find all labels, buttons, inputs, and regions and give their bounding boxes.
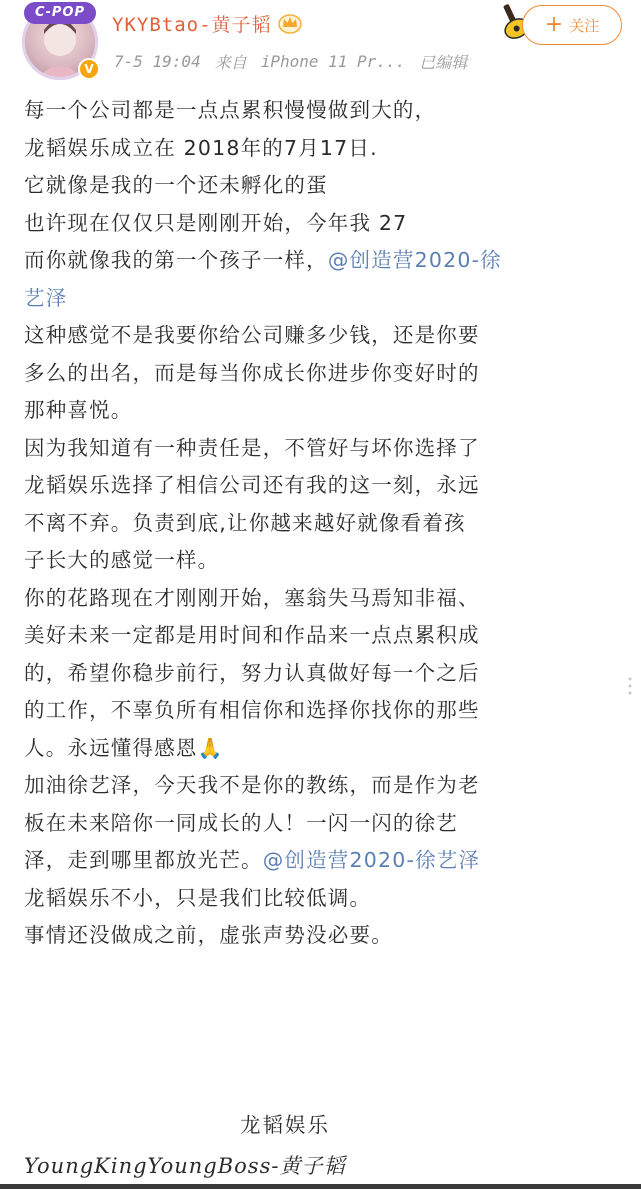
post-line-text: 加油徐艺泽，今天我不是你的教练，而是作为老 (24, 773, 480, 797)
post-line (24, 917, 624, 955)
post-line (24, 392, 624, 430)
post-line-text: 因为我知道有一种责任是，不管好与坏你选择了 (24, 435, 480, 460)
post-line (24, 580, 624, 618)
post-line-text: 每一个公司都是一点点累积慢慢做到大的， (24, 98, 437, 122)
username-row (112, 10, 302, 36)
post-line (24, 130, 624, 168)
post-line (24, 655, 624, 693)
post-line (24, 242, 624, 280)
post-line (24, 767, 624, 805)
post-line (24, 505, 624, 543)
follow-label: 关注 (569, 16, 600, 35)
post-line-text: 不离不弃。负责到底,让你越来越好就像看着孩 (24, 510, 466, 535)
post-line-text: 而你就像我的第一个孩子一样， (24, 248, 328, 272)
signature-name: YoungKingYoungBoss-黄子韬 (24, 1154, 346, 1178)
post-header (0, 0, 641, 88)
plus-icon: + (544, 12, 564, 37)
post-line (24, 467, 624, 505)
post-line-text: 它就像是我的一个还未孵化的蛋 (24, 173, 328, 197)
mention-link[interactable]: @创造营2020-徐艺泽 (262, 848, 481, 872)
post-body (24, 92, 624, 955)
post-line-text: 事情还没做成之前，虚张声势没必要。 (24, 923, 393, 947)
mention-link[interactable]: 艺泽 (24, 285, 68, 310)
post-line (24, 92, 624, 130)
post-timestamp: 7-5 19:04 (114, 52, 201, 71)
post-line-text: 龙韬娱乐成立在 2018年的7月17日. (24, 135, 378, 160)
avatar[interactable] (22, 4, 98, 80)
post-line (24, 542, 624, 580)
bottom-edge-bar (0, 1184, 641, 1189)
verified-badge: V (78, 58, 100, 80)
post-line-text: 的工作，不辜负所有相信你和选择你找你的那些 (24, 698, 480, 722)
post-line (24, 355, 624, 393)
post-line (24, 167, 624, 205)
post-line-text: 你的花路现在才刚刚开始，塞翁失马焉知非福、 (24, 585, 480, 610)
post-line (24, 692, 624, 730)
scroll-dots-icon (628, 676, 632, 696)
post-line (24, 880, 624, 918)
post-line-text: 这种感觉不是我要你给公司赚多少钱，还是你要 (24, 323, 480, 347)
praying-hands-icon: 🙏 (197, 735, 224, 760)
post-line-text: 也许现在仅仅只是刚刚开始，今年我 27 (24, 210, 408, 235)
post-line-text: 多么的出名，而是每当你成长你进步你变好时的 (24, 360, 480, 385)
source-prefix: 来自 (214, 53, 247, 72)
post-line-text: 龙韬娱乐不小，只是我们比较低调。 (24, 885, 372, 910)
avatar-badge: C-POP (24, 2, 96, 24)
post-line (24, 205, 624, 243)
post-line (24, 730, 624, 768)
source-device[interactable]: iPhone 11 Pr... (260, 52, 406, 71)
post-line (24, 430, 624, 468)
signature-company: 龙韬娱乐 (240, 1113, 330, 1137)
follow-button[interactable] (522, 5, 622, 45)
post-line-text: 那种喜悦。 (24, 398, 133, 422)
post-line (24, 805, 624, 843)
post-line-text: 的，希望你稳步前行，努力认真做好每一个之后 (24, 660, 480, 685)
post-line-text: 泽，走到哪里都放光芒。 (24, 848, 263, 872)
post-line (24, 317, 624, 355)
post-meta (114, 50, 481, 73)
post-line (24, 617, 624, 655)
post-line-text: 子长大的感觉一样。 (24, 548, 220, 572)
username[interactable]: YKYBtao-黄子韬 (112, 13, 272, 36)
mention-link[interactable]: @创造营2020-徐 (327, 248, 502, 272)
edited-label[interactable]: 已编辑 (419, 53, 468, 72)
post-line-text: 人。永远懂得感恩 (24, 735, 198, 760)
post-line (24, 280, 624, 318)
crown-icon (278, 12, 302, 34)
post-line-text: 美好未来一定都是用时间和作品来一点点累积成 (24, 623, 480, 647)
scroll-indicator[interactable] (628, 676, 632, 696)
post-line (24, 842, 624, 880)
post-line-text: 龙韬娱乐选择了相信公司还有我的这一刻，永远 (24, 473, 480, 497)
post-line-text: 板在未来陪你一同成长的人！一闪一闪的徐艺 (24, 810, 458, 835)
